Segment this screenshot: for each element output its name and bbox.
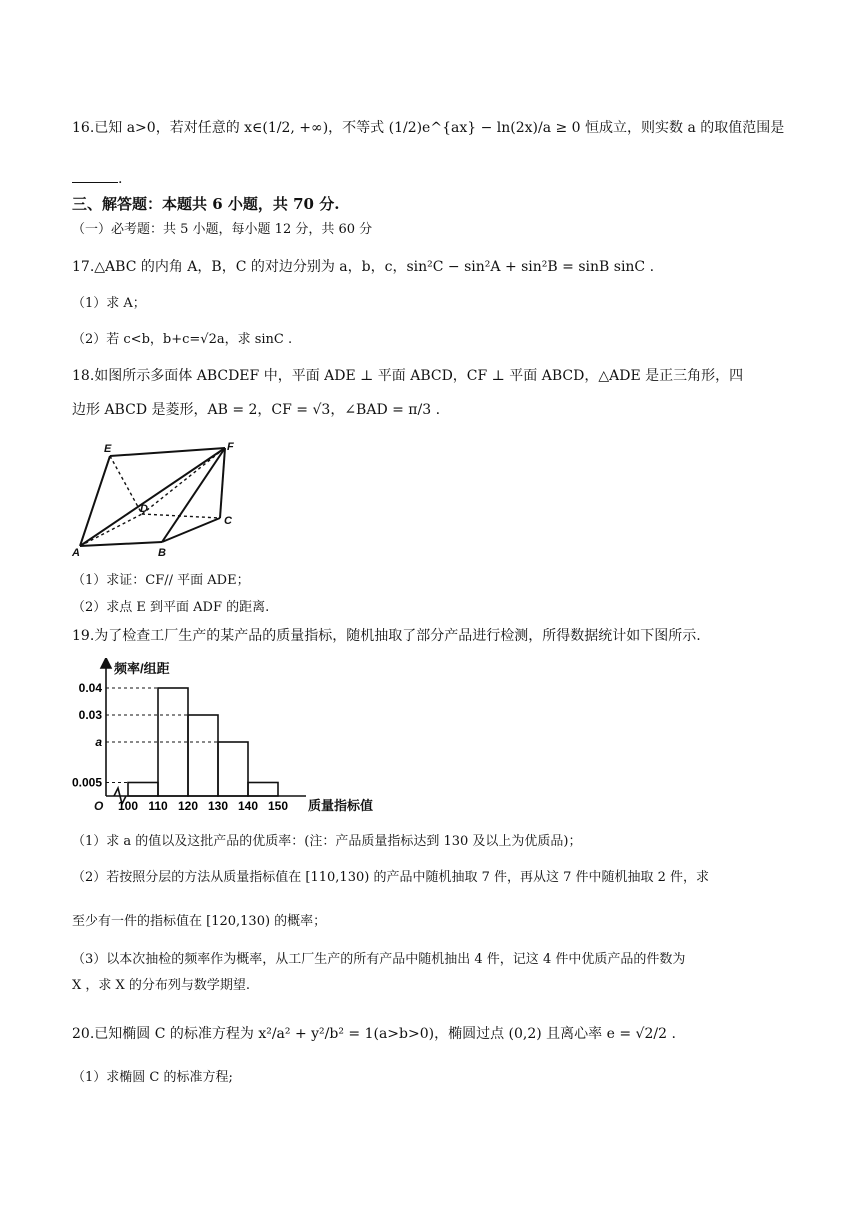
edge-fc — [220, 448, 225, 518]
y-axis-arrow — [101, 658, 111, 668]
origin-label: O — [94, 799, 104, 813]
q19-part2-line1: （2）若按照分层的方法从质量指标值在 [110,130) 的产品中随机抽取 7 件，再从这 7 件中随机抽取 2 件，求 — [72, 870, 710, 885]
x-axis-label: 质量指标值 — [308, 798, 374, 813]
y-tick-label: a — [95, 735, 102, 749]
x-tick-label: 150 — [267, 799, 289, 813]
edge-ae — [80, 456, 110, 546]
q18-stem-line2: 边形 ABCD 是菱形，AB = 2，CF = √3，∠BAD = π/3 . — [72, 402, 441, 418]
bar-120-130 — [188, 715, 218, 796]
polyhedron-figure — [70, 438, 240, 558]
q17-part1: （1）求 A； — [72, 296, 146, 311]
section-title: 三、解答题：本题共 6 小题，共 70 分. — [72, 195, 340, 213]
edge-ab — [80, 542, 162, 546]
q16-end: . — [118, 171, 123, 187]
y-axis-label: 频率/组距 — [114, 661, 170, 676]
x-tick-label: 110 — [148, 799, 168, 813]
ticks — [72, 681, 288, 813]
section-subtitle: （一）必考题：共 5 小题，每小题 12 分，共 60 分 — [72, 222, 373, 237]
label-d: D — [140, 503, 148, 515]
q19-part3-line2: X ，求 X 的分布列与数学期望. — [72, 978, 251, 993]
q17-part2: （2）若 c<b，b+c=√2a，求 sinC . — [72, 332, 293, 347]
y-tick-label: 0.04 — [78, 681, 102, 695]
frequency-histogram — [70, 658, 390, 816]
label-b: B — [158, 547, 166, 558]
x-tick-label: 140 — [237, 799, 259, 813]
edge-df-hidden — [142, 448, 225, 514]
q18-part1: （1）求证：CF// 平面 ADE； — [72, 573, 250, 588]
q16-answer-blank — [72, 168, 788, 189]
edge-af — [80, 448, 225, 546]
q18-stem-line1: 18.如图所示多面体 ABCDEF 中，平面 ADE ⊥ 平面 ABCD，CF ⊥ 平面 ABCD，△ADE 是正三角形，四 — [72, 368, 744, 384]
q20-part1: （1）求椭圆 C 的标准方程; — [72, 1070, 233, 1085]
q18-part2: （2）求点 E 到平面 ADF 的距离. — [72, 600, 270, 615]
y-tick-label: 0.03 — [78, 708, 102, 722]
y-tick-label: 0.005 — [71, 775, 102, 790]
x-tick-label: 100 — [117, 799, 139, 813]
label-e: E — [104, 443, 112, 455]
q19-part3-line1: （3）以本次抽检的频率作为概率，从工厂生产的所有产品中随机抽出 4 件，记这 4 件中优质产品的件数为 — [72, 952, 686, 967]
bar-100-110 — [128, 783, 158, 797]
q16-text: 16.已知 a>0，若对任意的 x∈(1/2, +∞)，不等式 (1/2)e^{ax} − ln(2x)/a ≥ 0 恒成立，则实数 a 的取值范围是 — [72, 120, 785, 136]
x-tick-label: 120 — [177, 799, 199, 813]
q19-part2-line2: 至少有一件的指标值在 [120,130) 的概率； — [72, 914, 327, 929]
q20-stem: 20.已知椭圆 C 的标准方程为 x²/a² + y²/b² = 1(a>b>0)，椭圆过点 (0,2) 且离心率 e = √2/2 . — [72, 1026, 676, 1042]
edge-ed-hidden — [110, 456, 142, 514]
label-c: C — [224, 515, 232, 527]
q17-stem: 17.△ABC 的内角 A，B，C 的对边分别为 a，b，c，sin²C − sin²A + sin²B = sinB sinC . — [72, 259, 655, 275]
label-a: A — [72, 547, 80, 558]
answer-blank — [72, 168, 118, 183]
label-f: F — [227, 441, 234, 453]
q19-part1: （1）求 a 的值以及这批产品的优质率：(注：产品质量指标达到 130 及以上为优质品)； — [72, 834, 582, 849]
q19-stem: 19.为了检查工厂生产的某产品的质量指标，随机抽取了部分产品进行检测，所得数据统计如下图所示. — [72, 628, 701, 644]
bar-130-140 — [218, 742, 248, 796]
edge-ef — [110, 448, 225, 456]
bar-140-150 — [248, 783, 278, 797]
q16-stem — [72, 118, 788, 138]
x-tick-label: 130 — [207, 799, 229, 813]
